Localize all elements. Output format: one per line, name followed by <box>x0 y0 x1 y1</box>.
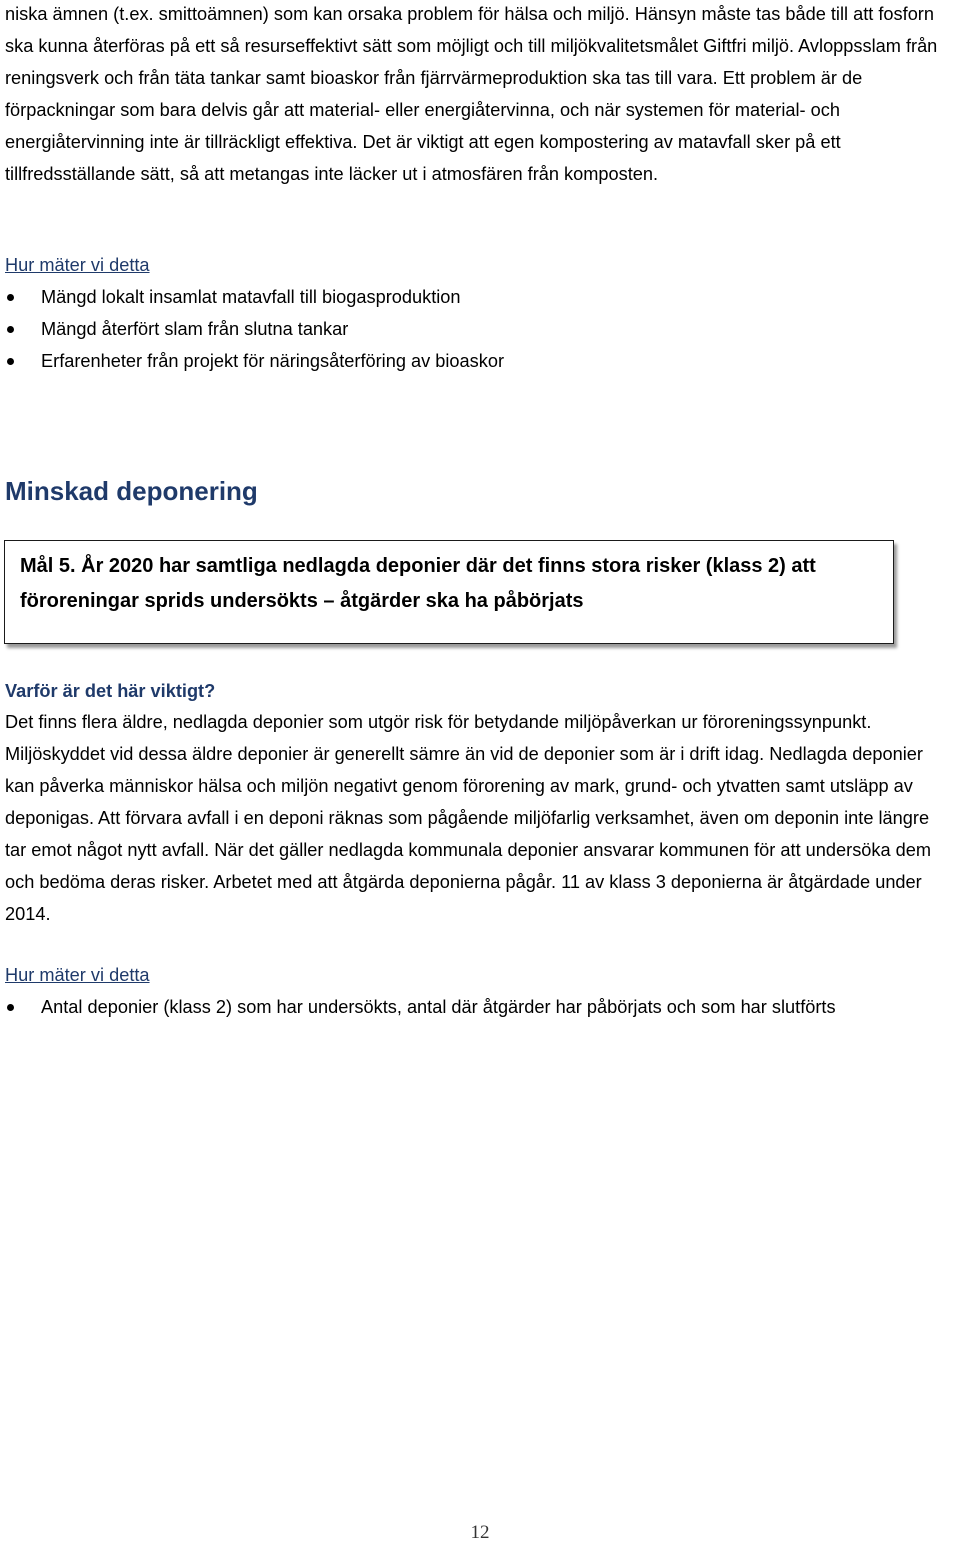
goal-box <box>4 540 894 644</box>
bullet-icon <box>7 326 14 333</box>
list-item <box>0 313 955 345</box>
bullet-icon <box>7 294 14 301</box>
list-item-text: Mängd lokalt insamlat matavfall till biogasproduktion <box>41 287 461 307</box>
list-item <box>0 281 955 313</box>
list-item-text: Mängd återfört slam från slutna tankar <box>41 319 349 339</box>
measure-heading-1: Hur mäter vi detta <box>5 255 150 275</box>
goal-text: Mål 5. År 2020 har samtliga nedlagda deponier där det finns stora risker (klass 2) att föroreningar sprids undersökts – åtgärder ska ha påbörjats <box>20 555 816 612</box>
list-item-text: Erfarenheter från projekt för näringsåterföring av bioaskor <box>41 351 505 371</box>
why-heading: Varför är det här viktigt? <box>5 681 216 701</box>
measure-list-2 <box>0 991 955 1023</box>
measure-list-1 <box>0 281 955 377</box>
list-item <box>0 345 955 377</box>
intro-paragraph-part2: Ett problem är de förpackningar som bara delvis går att material- eller energiåtervinna, och när systemen för material- och energiåtervinning inte är tillräckligt effektiva. Det är viktigt att egen kompostering av matavfall sker på ett tillfredsställande sätt, så att metangas inte läcker ut i atmosfären från komposten. <box>5 68 863 184</box>
page-number: 12 <box>470 1522 490 1543</box>
intro-paragraph <box>5 0 955 190</box>
section-title: Minskad deponering <box>5 476 258 506</box>
why-paragraph: Det finns flera äldre, nedlagda deponier som utgör risk för betydande miljöpåverkan ur föroreningssynpunkt. Miljöskyddet vid dessa äldre deponier är generellt sämre än vid de deponier som är i drift idag. Nedlagda deponier kan påverka människor hälsa och miljön negativt genom förorening av mark, grund- och ytvatten samt utsläpp av deponigas. Att förvara avfall i en deponi räknas som pågående miljöfarlig verksamhet, även om deponin inte längre tar emot något nytt avfall. När det gäller nedlagda kommunala deponier ansvarar kommunen för att undersöka dem och bedöma deras risker. Arbetet med att åtgärda deponierna pågår. 11 av klass 3 deponierna är åtgärdade under 2014. <box>5 712 932 924</box>
list-item <box>0 991 955 1023</box>
measure-heading-2: Hur mäter vi detta <box>5 965 150 985</box>
list-item-text: Antal deponier (klass 2) som har undersökts, antal där åtgärder har påbörjats och som har slutförts <box>41 997 836 1017</box>
bullet-icon <box>7 358 14 365</box>
intro-paragraph-part1: niska ämnen (t.ex. smittoämnen) som kan orsaka problem för hälsa och miljö. Hänsyn måste tas både till att fosforn ska kunna återföras på ett så resurseffektivt sätt som möjligt och till miljökvalitetsmålet Giftfri miljö. Avloppsslam från reningsverk och från täta tankar samt bioaskor från fjärrvärmeproduktion ska tas till vara. <box>5 4 938 88</box>
bullet-icon <box>7 1004 14 1011</box>
